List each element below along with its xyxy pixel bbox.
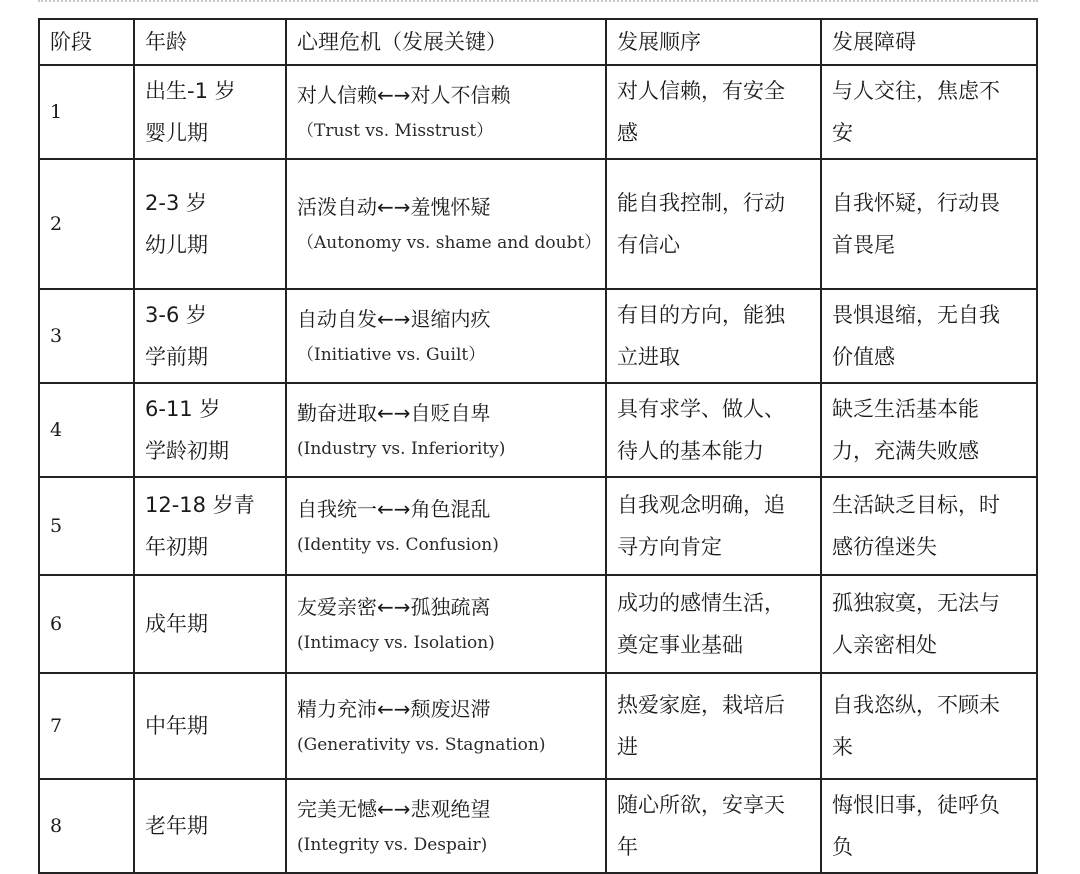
obstacle-line: 首畏尾 bbox=[832, 233, 895, 257]
order-line: 有目的方向，能独 bbox=[617, 303, 785, 327]
table-row bbox=[39, 575, 1037, 673]
age-line: 2-3 岁 bbox=[145, 191, 207, 215]
order-cell bbox=[606, 477, 821, 575]
age-line: 出生-1 岁 bbox=[145, 79, 236, 103]
order-cell bbox=[606, 289, 821, 383]
obstacle-line: 缺乏生活基本能 bbox=[832, 397, 979, 421]
order-cell bbox=[606, 673, 821, 779]
obstacle-line: 负 bbox=[832, 835, 853, 859]
stage-number: 2 bbox=[39, 159, 134, 289]
crisis-chinese: 活泼自动←→羞愧怀疑 bbox=[297, 195, 491, 219]
obstacle-cell bbox=[821, 159, 1037, 289]
stage-number: 6 bbox=[39, 575, 134, 673]
obstacle-cell bbox=[821, 477, 1037, 575]
table-row bbox=[39, 65, 1037, 159]
crisis-english: (Integrity vs. Despair) bbox=[297, 835, 488, 855]
crisis-english: (Intimacy vs. Isolation) bbox=[297, 633, 495, 653]
obstacle-line: 孤独寂寞，无法与 bbox=[832, 591, 1000, 615]
age-line: 老年期 bbox=[145, 814, 208, 838]
order-line: 寻方向肯定 bbox=[617, 535, 722, 559]
age-cell bbox=[134, 575, 286, 673]
order-line: 对人信赖，有安全 bbox=[617, 79, 785, 103]
age-line: 学龄初期 bbox=[145, 439, 229, 463]
crisis-chinese: 完美无憾←→悲观绝望 bbox=[297, 797, 491, 821]
age-cell bbox=[134, 673, 286, 779]
age-cell bbox=[134, 159, 286, 289]
obstacle-line: 安 bbox=[832, 121, 853, 145]
order-cell bbox=[606, 779, 821, 873]
stage-number: 8 bbox=[39, 779, 134, 873]
crisis-english: （Trust vs. Misstrust） bbox=[297, 121, 494, 141]
table-header-row bbox=[39, 19, 1037, 65]
age-line: 中年期 bbox=[145, 714, 208, 738]
header-crisis: 心理危机（发展关键） bbox=[286, 19, 606, 65]
age-cell bbox=[134, 779, 286, 873]
crisis-cell bbox=[286, 289, 606, 383]
crisis-cell bbox=[286, 383, 606, 477]
crisis-cell bbox=[286, 65, 606, 159]
crisis-english: （Autonomy vs. shame and doubt） bbox=[297, 233, 602, 253]
stage-number: 7 bbox=[39, 673, 134, 779]
age-cell bbox=[134, 289, 286, 383]
order-line: 随心所欲，安享天 bbox=[617, 793, 785, 817]
crisis-english: (Identity vs. Confusion) bbox=[297, 535, 499, 555]
stage-number: 1 bbox=[39, 65, 134, 159]
crisis-chinese: 精力充沛←→颓废迟滞 bbox=[297, 697, 491, 721]
order-line: 进 bbox=[617, 735, 638, 759]
crisis-english: (Industry vs. Inferiority) bbox=[297, 439, 506, 459]
obstacle-cell bbox=[821, 673, 1037, 779]
obstacle-line: 与人交往，焦虑不 bbox=[832, 79, 1000, 103]
age-line: 成年期 bbox=[145, 612, 208, 636]
order-line: 立进取 bbox=[617, 345, 680, 369]
obstacle-line: 悔恨旧事，徒呼负 bbox=[832, 793, 1000, 817]
order-line: 有信心 bbox=[617, 233, 680, 257]
table-row bbox=[39, 159, 1037, 289]
table-row bbox=[39, 779, 1037, 873]
obstacle-line: 力，充满失败感 bbox=[832, 439, 979, 463]
crisis-chinese: 勤奋进取←→自贬自卑 bbox=[297, 401, 491, 425]
obstacle-line: 畏惧退缩，无自我 bbox=[832, 303, 1000, 327]
crisis-cell bbox=[286, 575, 606, 673]
header-age: 年龄 bbox=[134, 19, 286, 65]
order-line: 感 bbox=[617, 121, 638, 145]
obstacle-cell bbox=[821, 575, 1037, 673]
order-line: 成功的感情生活， bbox=[617, 591, 785, 615]
obstacle-cell bbox=[821, 383, 1037, 477]
crisis-cell bbox=[286, 673, 606, 779]
age-line: 3-6 岁 bbox=[145, 303, 207, 327]
order-line: 自我观念明确，追 bbox=[617, 493, 785, 517]
crisis-cell bbox=[286, 779, 606, 873]
age-line: 年初期 bbox=[145, 535, 208, 559]
crisis-chinese: 自我统一←→角色混乱 bbox=[297, 497, 491, 521]
order-line: 待人的基本能力 bbox=[617, 439, 764, 463]
header-obstacle: 发展障碍 bbox=[821, 19, 1037, 65]
order-cell bbox=[606, 65, 821, 159]
order-cell bbox=[606, 159, 821, 289]
age-line: 幼儿期 bbox=[145, 233, 208, 257]
header-stage: 阶段 bbox=[39, 19, 134, 65]
obstacle-cell bbox=[821, 289, 1037, 383]
crisis-chinese: 对人信赖←→对人不信赖 bbox=[297, 83, 511, 107]
age-cell bbox=[134, 383, 286, 477]
order-line: 奠定事业基础 bbox=[617, 633, 743, 657]
order-cell bbox=[606, 575, 821, 673]
age-cell bbox=[134, 65, 286, 159]
top-cropped-edge bbox=[38, 0, 1038, 10]
obstacle-line: 价值感 bbox=[832, 345, 895, 369]
header-order: 发展顺序 bbox=[606, 19, 821, 65]
order-line: 热爱家庭，栽培后 bbox=[617, 693, 785, 717]
order-line: 能自我控制，行动 bbox=[617, 191, 785, 215]
age-line: 6-11 岁 bbox=[145, 397, 221, 421]
obstacle-line: 自我恣纵，不顾未 bbox=[832, 693, 1000, 717]
crisis-cell bbox=[286, 477, 606, 575]
obstacle-cell bbox=[821, 779, 1037, 873]
age-line: 婴儿期 bbox=[145, 121, 208, 145]
obstacle-line: 自我怀疑，行动畏 bbox=[832, 191, 1000, 215]
table-row bbox=[39, 289, 1037, 383]
order-line: 年 bbox=[617, 835, 638, 859]
age-line: 12-18 岁青 bbox=[145, 493, 255, 517]
crisis-cell bbox=[286, 159, 606, 289]
obstacle-line: 人亲密相处 bbox=[832, 633, 937, 657]
crisis-english: (Generativity vs. Stagnation) bbox=[297, 735, 546, 755]
crisis-chinese: 自动自发←→退缩内疚 bbox=[297, 307, 491, 331]
order-line: 具有求学、做人、 bbox=[617, 397, 785, 421]
crisis-english: （Initiative vs. Guilt） bbox=[297, 345, 486, 365]
table-row bbox=[39, 383, 1037, 477]
crisis-chinese: 友爱亲密←→孤独疏离 bbox=[297, 595, 491, 619]
obstacle-cell bbox=[821, 65, 1037, 159]
table-row bbox=[39, 477, 1037, 575]
stage-number: 3 bbox=[39, 289, 134, 383]
stage-number: 5 bbox=[39, 477, 134, 575]
stage-number: 4 bbox=[39, 383, 134, 477]
obstacle-line: 感彷徨迷失 bbox=[832, 535, 937, 559]
age-cell bbox=[134, 477, 286, 575]
development-stages-table bbox=[38, 18, 1038, 874]
obstacle-line: 来 bbox=[832, 735, 853, 759]
obstacle-line: 生活缺乏目标，时 bbox=[832, 493, 1000, 517]
table-row bbox=[39, 673, 1037, 779]
age-line: 学前期 bbox=[145, 345, 208, 369]
order-cell bbox=[606, 383, 821, 477]
